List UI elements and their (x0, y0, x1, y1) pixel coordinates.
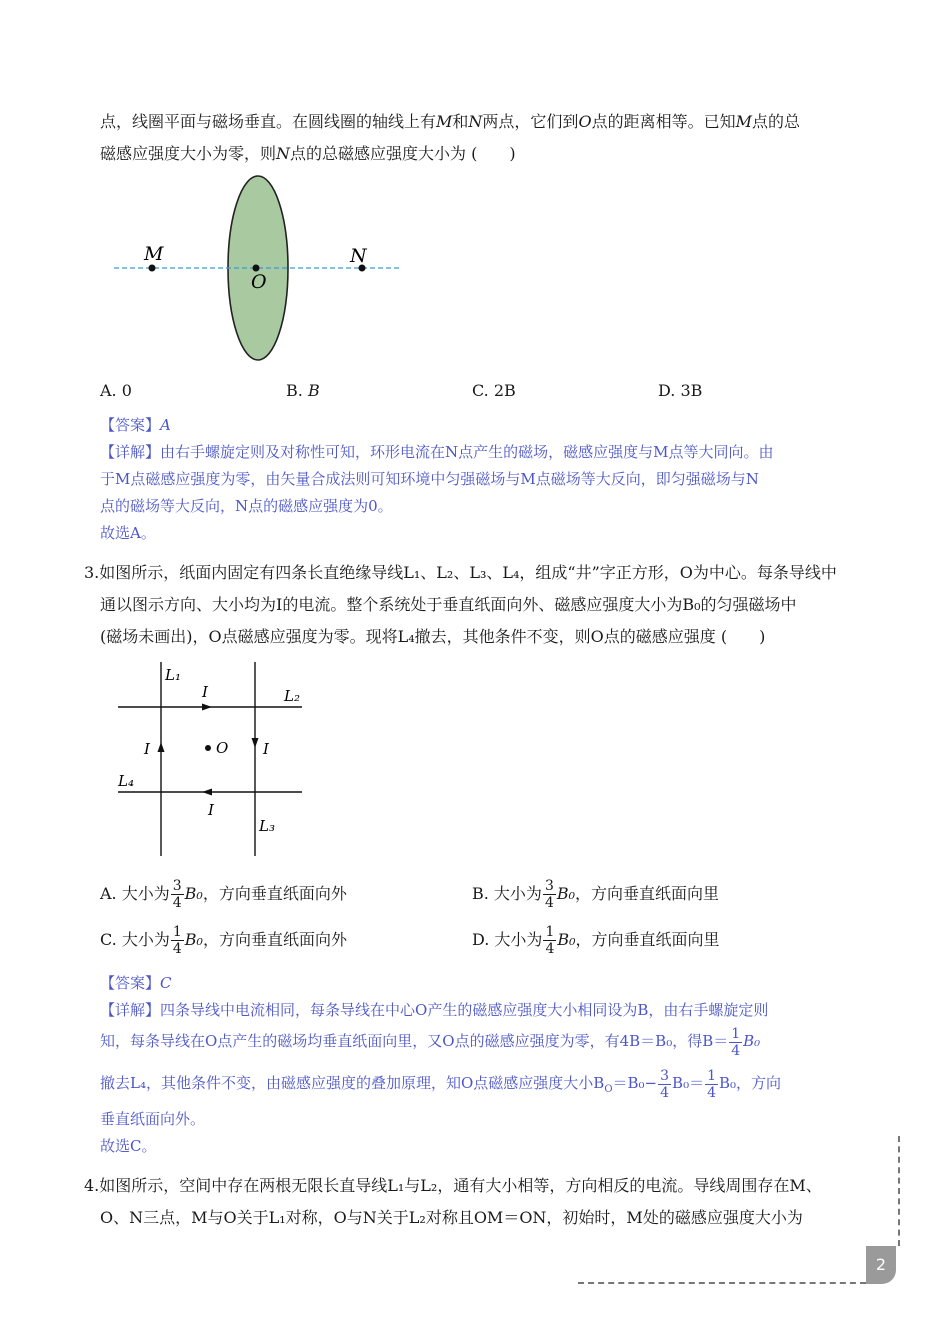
arrow-left-icon (202, 789, 212, 796)
wires-figure (100, 660, 320, 860)
q2-option-a[interactable]: A. 0 (100, 381, 132, 400)
q3-answer: 【答案】C (100, 974, 172, 992)
label-I-left: I (144, 740, 150, 758)
q3-line3: (磁场未画出)，O点磁感应强度为零。现将L₄撤去，其他条件不变，则O点的磁感应强度 ( ) (100, 627, 766, 646)
label-L3: L₃ (259, 817, 275, 835)
point-M (149, 265, 156, 272)
label-M: M (144, 243, 164, 265)
page-number: 2 (866, 1246, 896, 1284)
fraction: $\frac{1}{4}$ (731, 1025, 741, 1059)
page-border-dash-horizontal (578, 1282, 866, 1284)
fraction: $\frac{1}{4}$ (545, 924, 555, 957)
q3-detail-line2: 知，每条导线在O点产生的磁场均垂直纸面向里，又O点的磁感应强度为零，有4B＝B₀，得B＝ $\frac{1}{4}$ B₀ (100, 1025, 761, 1059)
q2-option-d[interactable]: D. 3B (658, 381, 703, 400)
label-L4: L₄ (118, 772, 134, 790)
q3-option-d[interactable]: D. 大小为 $\frac{1}{4}$ B₀，方向垂直纸面向里 (472, 924, 720, 957)
q3-option-a[interactable]: A. 大小为 $\frac{3}{4}$ B₀，方向垂直纸面向外 (100, 878, 347, 911)
q3-option-c[interactable]: C. 大小为 $\frac{1}{4}$ B₀，方向垂直纸面向外 (100, 924, 347, 957)
q3-option-b[interactable]: B. 大小为 $\frac{3}{4}$ B₀，方向垂直纸面向里 (472, 878, 720, 911)
q2-detail-line3: 点的磁场等大反向，N点的磁感应强度为0。 (100, 497, 393, 515)
label-L1: L₁ (165, 666, 181, 684)
page-border-dash-vertical (898, 1136, 900, 1246)
coil-figure (100, 172, 420, 372)
arrow-down-icon (252, 738, 259, 748)
arrow-up-icon (158, 742, 165, 752)
arrow-right-icon (202, 704, 212, 711)
q2-answer: 【答案】A (100, 416, 171, 434)
fraction: $\frac{3}{4}$ (544, 878, 554, 911)
q2-text-line1: 点，线圈平面与磁场垂直。在圆线圈的轴线上有M和N两点，它们到O点的距离相等。已知M点的总 (100, 112, 800, 131)
fraction: $\frac{3}{4}$ (172, 878, 182, 911)
label-I-bottom: I (208, 801, 214, 819)
fraction: $\frac{1}{4}$ (707, 1067, 717, 1101)
label-L2: L₂ (284, 687, 300, 705)
q2-detail-line1: 【详解】由右手螺旋定则及对称性可知，环形电流在N点产生的磁场，磁感应强度与M点等大同向。由 (100, 443, 774, 461)
q2-detail-line2: 于M点磁感应强度为零，由矢量合成法则可知环境中匀强磁场与M点磁场等大反向，即匀强磁场与N (100, 470, 759, 488)
q2-detail-line4: 故选A。 (100, 524, 156, 542)
point-O2 (205, 745, 211, 751)
label-O2: O (216, 739, 229, 757)
q3-line1: 3.如图所示，纸面内固定有四条长直绝缘导线L₁、L₂、L₃、L₄，组成“井”字正方形，O为中心。每条导线中 (84, 563, 837, 582)
label-I-right: I (263, 740, 269, 758)
label-I-top: I (202, 683, 208, 701)
q2-option-c[interactable]: C. 2B (472, 381, 516, 400)
q4-line2: O、N三点，M与O关于L₁对称，O与N关于L₂对称且OM＝ON，初始时，M处的磁感应强度大小为 (100, 1208, 803, 1227)
q2-option-b[interactable]: B. B (286, 381, 320, 400)
q4-line1: 4.如图所示，空间中存在两根无限长直导线L₁与L₂，通有大小相等，方向相反的电流。导线周围存在M、 (84, 1176, 822, 1195)
q3-detail-line3: 撤去L₄，其他条件不变，由磁感应强度的叠加原理，知O点磁感应强度大小$B_O=B_0-$ $\frac{3}{4}$ B₀＝ $\frac{1}{4}$ B₀，方向 (100, 1067, 782, 1101)
fraction: $\frac{3}{4}$ (660, 1067, 670, 1101)
q3-detail-line4: 垂直纸面向外。 (100, 1110, 206, 1128)
fraction: $\frac{1}{4}$ (172, 924, 182, 957)
q3-line2: 通以图示方向、大小均为I的电流。整个系统处于垂直纸面向外、磁感应强度大小为B₀的匀强磁场中 (100, 595, 797, 614)
q3-detail-line5: 故选C。 (100, 1137, 157, 1155)
label-N: N (350, 245, 367, 267)
q2-text-line2: 磁感应强度大小为零，则N点的总磁感应强度大小为 ( ) (100, 144, 516, 163)
label-O: O (251, 271, 267, 293)
q3-detail-line1: 【详解】四条导线中电流相同，每条导线在中心O产生的磁感应强度大小相同设为B，由右手螺旋定则 (100, 1001, 769, 1019)
